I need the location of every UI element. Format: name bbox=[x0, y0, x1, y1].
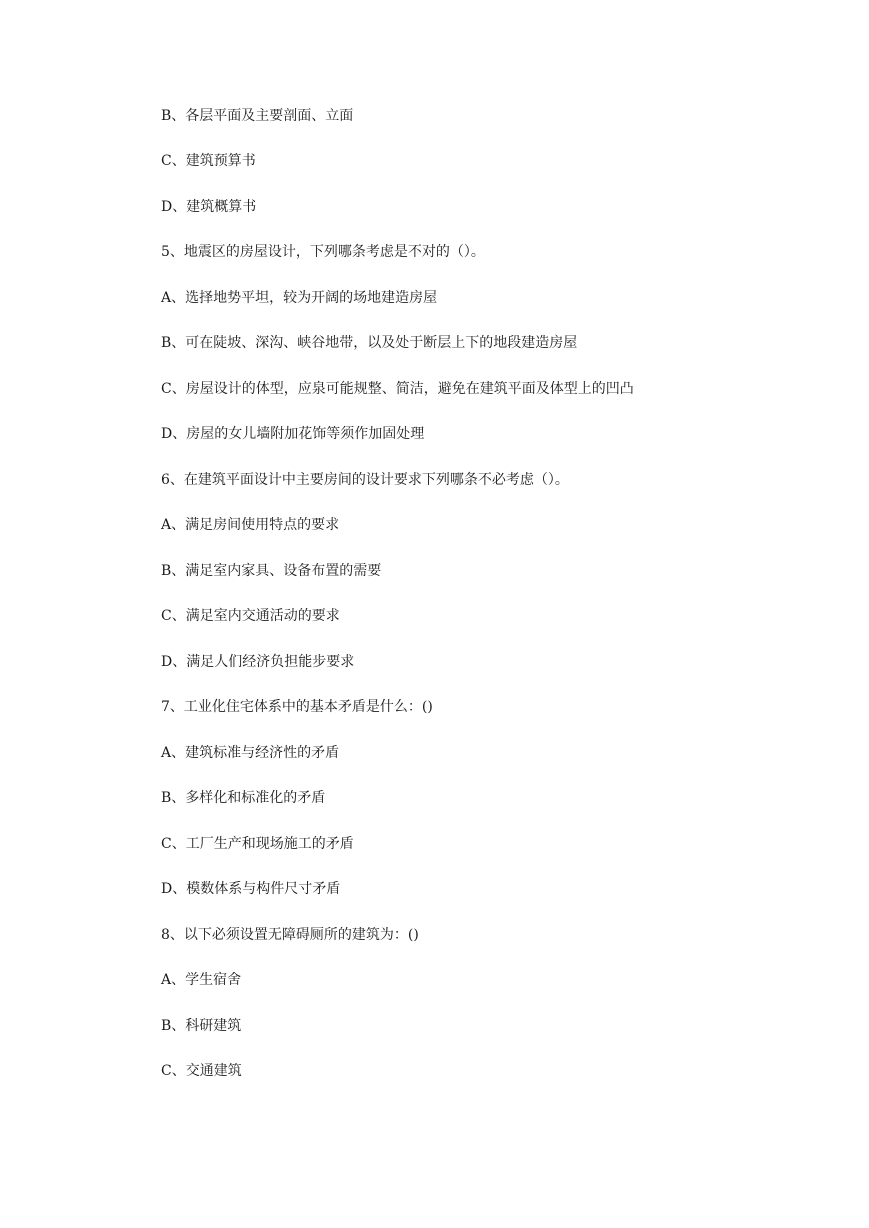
question-8-option-a: A、学生宿舍 bbox=[161, 972, 242, 988]
question-7-option-b: B、多样化和标准化的矛盾 bbox=[161, 790, 326, 806]
question-6-option-b: B、满足室内家具、设备布置的需要 bbox=[161, 563, 382, 579]
question-7-option-d: D、模数体系与构件尺寸矛盾 bbox=[161, 881, 341, 897]
question-5: 5、地震区的房屋设计，下列哪条考虑是不对的（）。 bbox=[161, 244, 485, 260]
question-7-option-a: A、建筑标准与经济性的矛盾 bbox=[161, 745, 340, 761]
question-5-option-c: C、房屋设计的体型，应泉可能规整、简洁，避免在建筑平面及体型上的凹凸 bbox=[161, 381, 634, 397]
question-7: 7、工业化住宅体系中的基本矛盾是什么：() bbox=[161, 699, 433, 715]
question-6-option-a: A、满足房间使用特点的要求 bbox=[161, 517, 340, 533]
question-5-option-b: B、可在陡坡、深沟、峡谷地带，以及处于断层上下的地段建造房屋 bbox=[161, 335, 578, 351]
option-c-construction-budget: C、建筑预算书 bbox=[161, 153, 256, 169]
question-6: 6、在建筑平面设计中主要房间的设计要求下列哪条不必考虑（）。 bbox=[161, 472, 569, 488]
question-8-option-b: B、科研建筑 bbox=[161, 1018, 242, 1034]
question-6-option-d: D、满足人们经济负担能步要求 bbox=[161, 654, 355, 670]
question-7-option-c: C、工厂生产和现场施工的矛盾 bbox=[161, 836, 354, 852]
question-6-option-c: C、满足室内交通活动的要求 bbox=[161, 608, 340, 624]
question-5-option-a: A、选择地势平坦，较为开阔的场地建造房屋 bbox=[161, 290, 438, 306]
question-5-option-d: D、房屋的女儿墙附加花饰等须作加固处理 bbox=[161, 426, 425, 442]
question-8: 8、以下必须设置无障碍厕所的建筑为：() bbox=[161, 927, 419, 943]
question-8-option-c: C、交通建筑 bbox=[161, 1063, 242, 1079]
option-b-floor-plans: B、各层平面及主要剖面、立面 bbox=[161, 108, 354, 124]
option-d-construction-estimate: D、建筑概算书 bbox=[161, 199, 257, 215]
